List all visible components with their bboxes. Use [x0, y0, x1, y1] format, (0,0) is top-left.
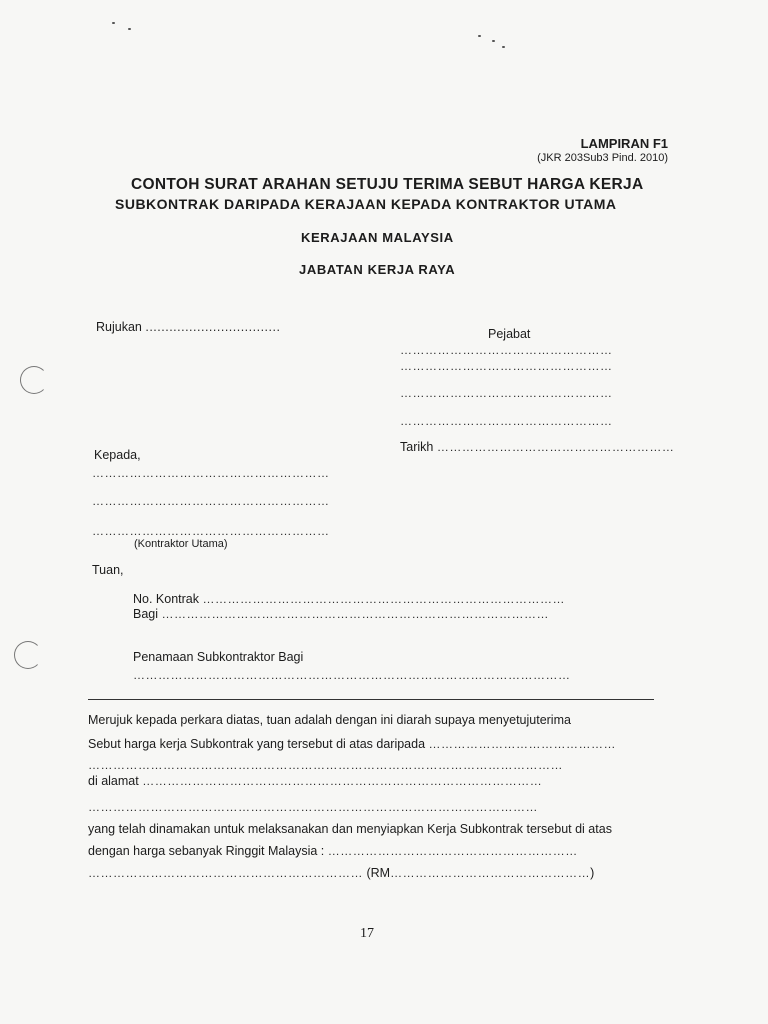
alamat-dots: …………………………………………………………………………………… — [142, 774, 543, 788]
alamat-field — [88, 774, 542, 788]
punch-hole — [20, 366, 48, 394]
pejabat-line: …………………………………………… — [400, 414, 613, 428]
department-heading: JABATAN KERJA RAYA — [299, 262, 456, 277]
body-dots: ……………………………………… — [428, 737, 617, 751]
amount-words-dots: …………………………………………………… — [327, 844, 578, 858]
bagi-dots: ………………………………………………………………………………… — [161, 607, 550, 621]
body-text: dengan harga sebanyak Ringgit Malaysia : — [88, 844, 325, 858]
pejabat-line: …………………………………………… — [400, 386, 613, 400]
document-title-line2: SUBKONTRAK DARIPADA KERAJAAN KEPADA KONTRAKTOR UTAMA — [115, 196, 617, 212]
tarikh-label: Tarikh — [400, 440, 434, 454]
body-line: yang telah dinamakan untuk melaksanakan dan menyiapkan Kerja Subkontrak tersebut di atas — [88, 822, 612, 836]
kepada-line: ………………………………………………… — [92, 524, 330, 538]
bagi-label: Bagi — [133, 607, 159, 621]
bagi-field — [133, 607, 549, 621]
body-line: Merujuk kepada perkara diatas, tuan adalah dengan ini diarah supaya menyetujuterima — [88, 713, 571, 727]
kepada-line: ………………………………………………… — [92, 494, 330, 508]
penamaan-dots: …………………………………………………………………………………………… — [133, 668, 571, 682]
body-line — [88, 866, 594, 880]
salutation: Tuan, — [92, 563, 124, 577]
kontrak-dots: …………………………………………………………………………… — [202, 592, 565, 606]
scan-speck — [478, 35, 481, 37]
alamat-label: di alamat — [88, 774, 139, 788]
kepada-line: ………………………………………………… — [92, 466, 330, 480]
scan-speck — [502, 46, 505, 48]
body-dots: ……………………………………………………………………………………………… — [88, 800, 538, 814]
scan-speck — [112, 22, 115, 24]
page-number: 17 — [360, 926, 374, 941]
punch-hole — [14, 641, 42, 669]
recipient-role: (Kontraktor Utama) — [134, 538, 228, 550]
kepada-label: Kepada, — [94, 448, 141, 462]
kontrak-label: No. Kontrak — [133, 592, 200, 606]
rm-label: (RM — [366, 866, 391, 880]
body-text: Sebut harga kerja Subkontrak yang tersebut di atas daripada — [88, 737, 426, 751]
pejabat-line: …………………………………………… — [400, 359, 613, 373]
section-divider — [88, 699, 654, 700]
tarikh-dots: ………………………………………………… — [436, 440, 675, 454]
pejabat-label: Pejabat — [488, 327, 531, 341]
body-dots: …………………………………………………………………………………………………… — [88, 758, 563, 772]
appendix-label: LAMPIRAN F1 — [580, 136, 668, 151]
tarikh-field — [400, 440, 674, 454]
amount-words-dots: ………………………………………………………… — [88, 866, 363, 880]
rujukan-field — [96, 320, 280, 334]
rm-amount-dots: ………………………………………… — [390, 866, 591, 880]
appendix-reference: (JKR 203Sub3 Pind. 2010) — [537, 152, 668, 164]
rm-close: ) — [590, 866, 595, 880]
document-title-line1: CONTOH SURAT ARAHAN SETUJU TERIMA SEBUT HARGA KERJA — [131, 176, 644, 193]
rujukan-label: Rujukan — [96, 320, 142, 334]
rujukan-dots: .................................. — [145, 320, 281, 334]
scan-speck — [128, 28, 131, 30]
pejabat-line: …………………………………………… — [400, 343, 613, 357]
scan-speck — [492, 40, 495, 42]
penamaan-label: Penamaan Subkontraktor Bagi — [133, 650, 304, 664]
kontrak-field — [133, 592, 565, 606]
government-heading: KERAJAAN MALAYSIA — [301, 230, 454, 245]
body-line — [88, 737, 616, 751]
body-line — [88, 844, 578, 858]
